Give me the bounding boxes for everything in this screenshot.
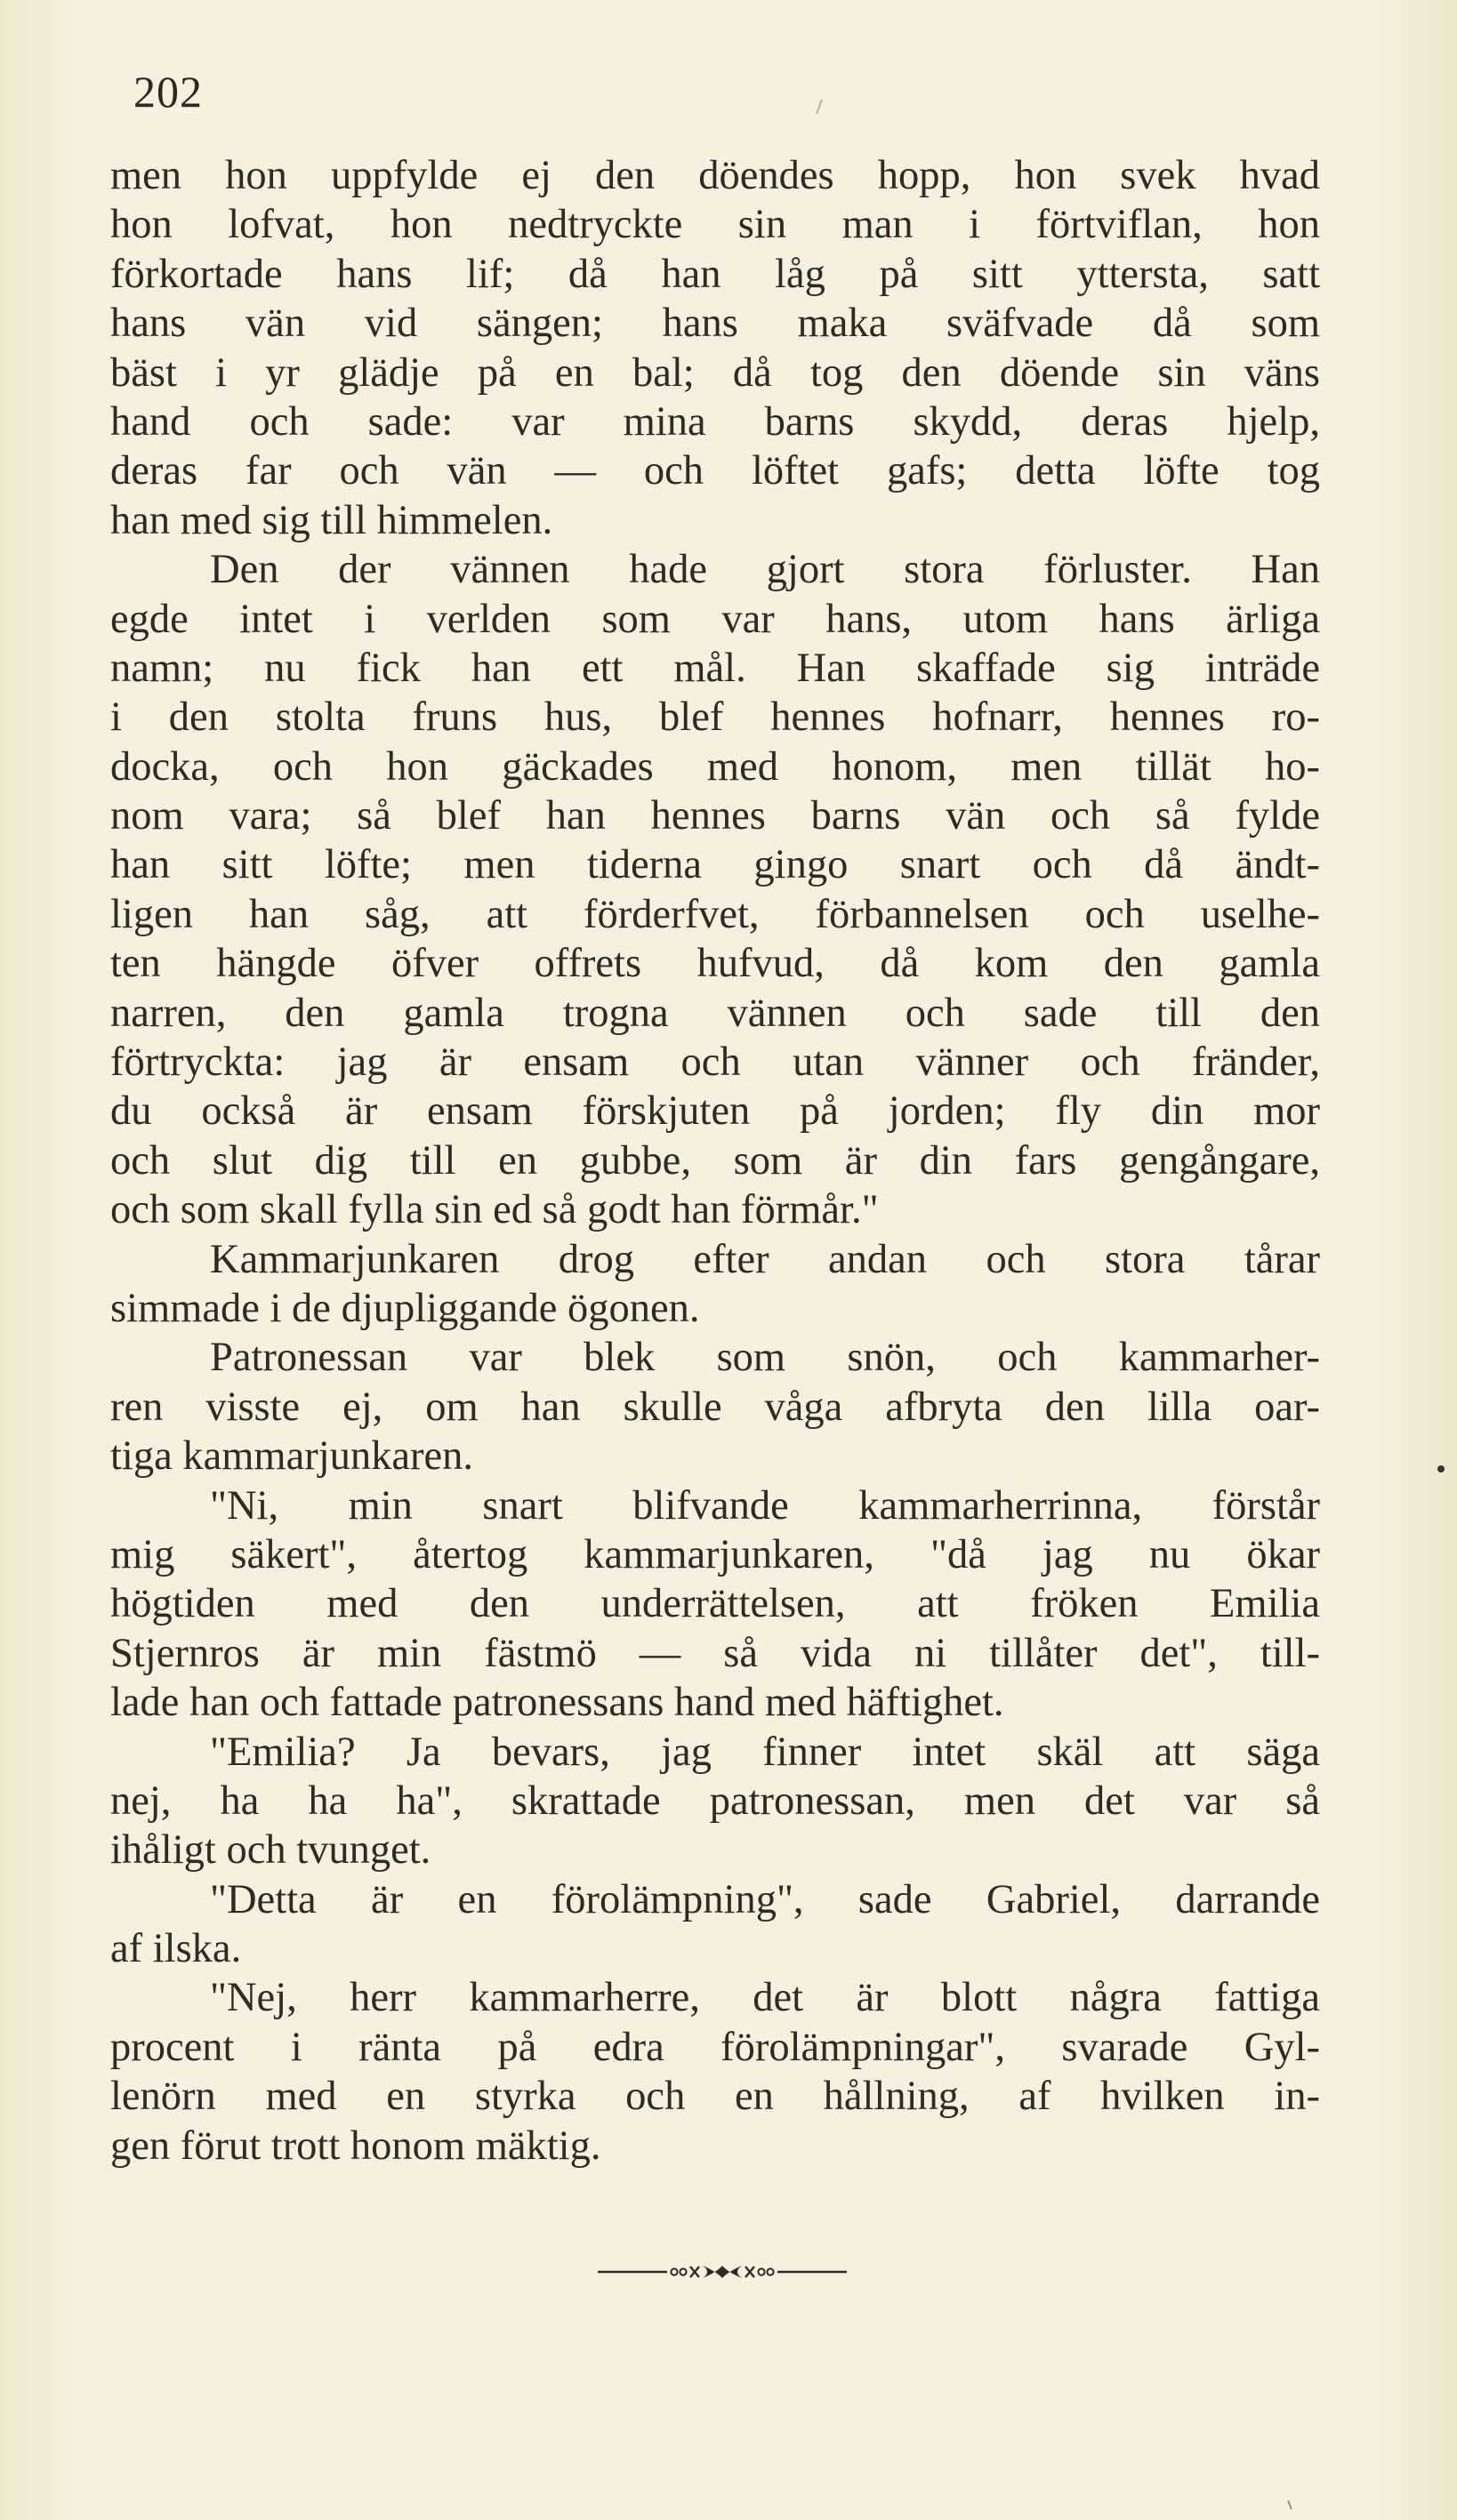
text-line: tiga kammarjunkaren. bbox=[110, 1433, 474, 1480]
page-number: 202 bbox=[133, 67, 203, 116]
text-line: namn; nu fick han ett mål. Han skaffade sig inträde bbox=[110, 645, 1320, 691]
text-line: förtryckta: jag är ensam och utan vänner och fränder, bbox=[110, 1039, 1320, 1086]
text-line: docka, och hon gäckades med honom, men tillät ho- bbox=[110, 743, 1320, 790]
body-text bbox=[110, 151, 1320, 2171]
text-line: förkortade hans lif; då han låg på sitt yttersta, satt bbox=[110, 251, 1320, 297]
text-line: nom vara; så blef han hennes barns vän och så fylde bbox=[110, 793, 1320, 839]
text-line: "Emilia? Ja bevars, jag finner intet skäl att säga bbox=[210, 1729, 1320, 1775]
text-line: nej, ha ha ha", skrattade patronessan, men det var så bbox=[110, 1778, 1320, 1824]
text-line: i den stolta fruns hus, blef hennes hofnarr, hennes ro- bbox=[110, 694, 1320, 741]
text-line: ligen han såg, att förderfvet, förbannelsen och uselhe- bbox=[110, 891, 1320, 937]
text-line: hans vän vid sängen; hans maka sväfvade då som bbox=[110, 301, 1320, 347]
text-line: mig säkert", återtog kammarjunkaren, "då jag nu ökar bbox=[110, 1531, 1320, 1577]
text-line: af ilska. bbox=[110, 1926, 242, 1972]
text-line: "Ni, min snart blifvande kammarherrinna, förstår bbox=[210, 1482, 1320, 1529]
text-line: han sitt löfte; men tiderna gingo snart och då ändt- bbox=[110, 842, 1320, 888]
text-line: "Nej, herr kammarherre, det är blott några fattiga bbox=[210, 1975, 1320, 2021]
text-line: och slut dig till en gubbe, som är din fars gengångare, bbox=[110, 1137, 1320, 1184]
text-line: bäst i yr glädje på en bal; då tog den döende sin väns bbox=[110, 349, 1320, 396]
text-line: Patronessan var blek som snön, och kammarher- bbox=[210, 1335, 1320, 1381]
text-line: gen förut trott honom mäktig. bbox=[110, 2123, 601, 2169]
text-line: simmade i de djupliggande ögonen. bbox=[110, 1285, 700, 1331]
text-line: Den der vännen hade gjort stora förluster. Han bbox=[210, 547, 1320, 593]
section-end-ornament-icon bbox=[598, 2263, 847, 2281]
text-line: hand och sade: var mina barns skydd, deras hjelp, bbox=[110, 398, 1320, 445]
text-line: deras far och vän — och löftet gafs; detta löfte tog bbox=[110, 448, 1320, 494]
text-line: högtiden med den underrättelsen, att fröken Emilia bbox=[110, 1581, 1320, 1627]
text-line: ren visste ej, om han skulle våga afbryta den lilla oar- bbox=[110, 1384, 1320, 1430]
text-line: ten hängde öfver offrets hufvud, då kom den gamla bbox=[110, 941, 1320, 987]
text-line: Stjernros är min fästmö — så vida ni tillåter det", till- bbox=[110, 1630, 1320, 1676]
text-line: Kammarjunkaren drog efter andan och stora tårar bbox=[210, 1236, 1320, 1282]
text-line: lade han och fattade patronessans hand med häftighet. bbox=[110, 1680, 1004, 1726]
text-line: han med sig till himmelen. bbox=[110, 497, 553, 543]
text-line: ihåligt och tvunget. bbox=[110, 1827, 431, 1874]
text-line: hon lofvat, hon nedtryckte sin man i förtviflan, hon bbox=[110, 202, 1320, 248]
text-line: egde intet i verlden som var hans, utom hans ärliga bbox=[110, 596, 1320, 642]
text-line: lenörn med en styrka och en hållning, af hvilken in- bbox=[110, 2074, 1320, 2120]
text-line: procent i ränta på edra förolämpningar", svarade Gyl- bbox=[110, 2024, 1320, 2070]
text-line: "Detta är en förolämpning", sade Gabriel, darrande bbox=[210, 1876, 1320, 1922]
text-line: och som skall fylla sin ed så godt han förmår." bbox=[110, 1187, 879, 1233]
text-line: du också är ensam förskjuten på jorden; fly din mor bbox=[110, 1088, 1320, 1135]
text-line: narren, den gamla trogna vännen och sade till den bbox=[110, 990, 1320, 1036]
text-line: men hon uppfylde ej den döendes hopp, hon svek hvad bbox=[110, 153, 1320, 198]
